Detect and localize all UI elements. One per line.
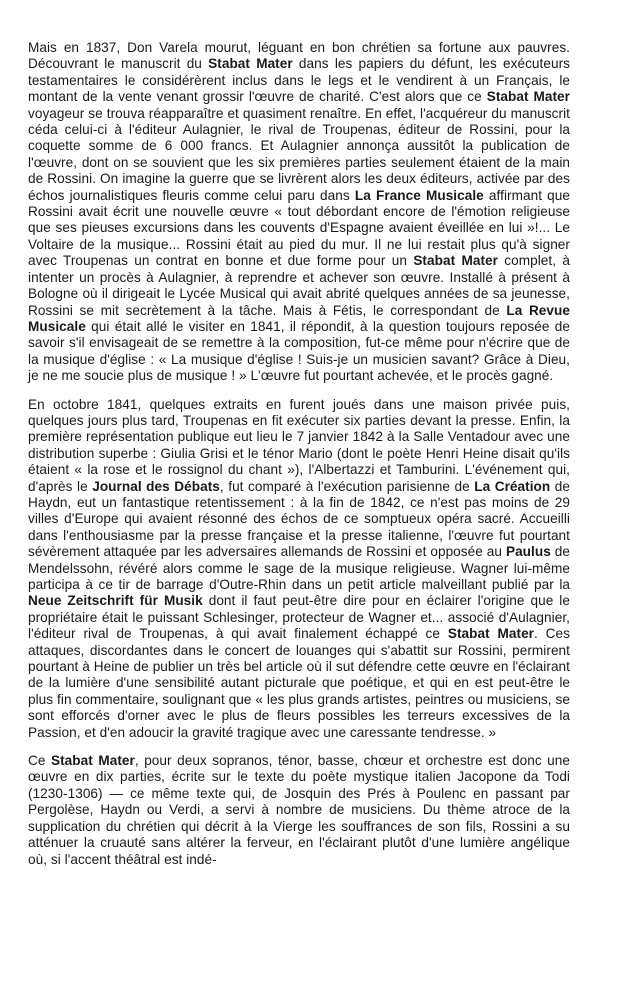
- paragraph-2: [28, 397, 570, 742]
- bold-title: La Création: [474, 478, 551, 494]
- bold-title: La France Musicale: [354, 187, 484, 203]
- bold-title: Neue Zeitschrift für Musik: [28, 593, 203, 609]
- bold-title: Stabat Mater: [447, 626, 535, 642]
- bold-title: Stabat Mater: [413, 253, 498, 269]
- text-run: dont il faut peut-être dire pour en éclairer l'origine que le propriétaire était le puissant Schlesinger, protecteur de Wagner et... associé d'Aulagnier, l'éditeur rival de Troupenas, à qui avait finalement échappé ce: [28, 593, 570, 642]
- bold-title: La Revue Musicale: [28, 302, 570, 334]
- text-run: complet, à intenter un procès à Aulagnier, à reprendre et achever son œuvre. Installé à présent à Bologne où il dirigeait le Lycée Musical qui avait abrité quelques années de sa jeunesse, Rossini se mit secrètement à la tâche. Mais à Fétis, le correspondant de: [28, 253, 570, 318]
- text-run: de Mendelssohn, révéré alors comme le sage de la musique religieuse. Wagner lui-même participa à ce tir de barrage d'Outre-Rhin dans un petit article malveillant publié par la: [28, 544, 570, 592]
- bold-title: Journal des Débats: [92, 478, 220, 494]
- document-page: [28, 40, 570, 880]
- text-run: , fut comparé à l'exécution parisienne de: [219, 478, 475, 494]
- text-run: En octobre 1841, quelques extraits en furent joués dans une maison privée puis, quelques jours plus tard, Troupenas en fit exécuter six parties devant la presse. Enfin, la première représentation publique eut lieu le 7 janvier 1842 à la Salle Ventadour avec une distribution superbe : Giulia Grisi et le ténor Mario (dont le poète Henri Heine disait qu'ils étaient « la rose et le rossignol du chant »), l'Albertazzi et Tamburini. L'événement qui, d'après le: [28, 396, 570, 494]
- text-run: dans les papiers du défunt, les exécuteurs testamentaires le considérèrent inclus dans le legs et le vendirent à un Français, le montant de la vente venant grossir l'œuvre de charité. C'est alors que ce: [28, 56, 570, 105]
- text-run: de Haydn, eut un fantastique retentissement : à la fin de 1842, ce n'est pas moins de 29 villes d'Europe qui avaient résonné des échos de ce somptueux opéra sacré. Accueilli dans l'enthousiasme par la presse française et la presse italienne, l'œuvre fut pourtant sévèrement attaquée par les adversaires allemands de Rossini et opposée au: [28, 478, 570, 560]
- paragraph-3: [28, 753, 570, 868]
- bold-title: Paulus: [505, 544, 551, 560]
- text-run: Mais en 1837, Don Varela mourut, léguant en bon chrétien sa fortune aux pauvres. Découvrant le manuscrit du: [28, 40, 570, 72]
- text-run: . Ces attaques, discordantes dans le concert de louanges qui s'abattit sur Rossini, permirent pourtant à Heine de publier un très bel article où il sut défendre cette œuvre en l'éclairant de la lumière d'une sensibilité autant picturale que poétique, et qui en est peut-être le plus fin commentaire, soulignant que « les plus grands artistes, peintres ou musiciens, se sont efforcés d'orner avec le plus de fleurs possibles les terreurs excessives de la Passion, et d'en adoucir la gravité tragique avec une caressante tendresse. »: [28, 626, 571, 740]
- text-run: affirmant que Rossini avait écrit une nouvelle œuvre « tout débordant encore de l'émotion religieuse que ses pieuses excursions dans les couvents d'Espagne avaient éveillée en lui »!... Le Voltaire de la musique... Rossini était au pied du mur. Il ne lui restait plus qu'à signer avec Troupenas un contrat en bonne et due forme pour un: [28, 187, 570, 269]
- text-run: voyageur se trouva réapparaître et quasiment renaître. En effet, l'acquéreur du manuscrit céda celui-ci à l'éditeur Aulagnier, le rival de Troupenas, éditeur de Rossini, pour la coquette somme de 6 000 francs. Et Aulagnier annonça aussitôt la publication de l'œuvre, dont on se souvient que les six premières parties seulement étaient de la main de Rossini. On imagine la guerre que se livrèrent alors les deux éditeurs, activée par des échos journalistiques fleuris comme celui paru dans: [28, 105, 570, 203]
- bold-title: Stabat Mater: [50, 753, 135, 769]
- text-run: Ce: [28, 753, 51, 769]
- bold-title: Stabat Mater: [486, 89, 571, 105]
- text-run: qui était allé le visiter en 1841, il répondit, à la question toujours reposée de savoir s'il envisageait de se remettre à la composition, fut-ce même pour n'écrire que de la musique d'église : « La musique d'église ! Suis-je un musicien savant? Grâce à Dieu, je ne me soucie plus de musique ! » L'œuvre fut pourtant achevée, et le procès gagné.: [28, 318, 570, 384]
- paragraph-1: [28, 40, 570, 385]
- bold-title: Stabat Mater: [208, 56, 293, 72]
- text-run: , pour deux sopranos, ténor, basse, chœur et orchestre est donc une œuvre en dix parties, écrite sur le texte du poète mystique italien Jacopone da Todi (1230-1306) — ce même texte qui, de Josquin des Prés à Poulenc en passant par Pergolèse, Haydn ou Verdi, a servi à nombre de musiciens. Du thème atroce de la supplication du chrétien qui décrit à la Vierge les souffrances de son fils, Rossini a su atténuer la cruauté sans altérer la ferveur, en l'éclairant plutôt d'une lumière angélique où, si l'accent théâtral est indé-: [28, 753, 570, 867]
